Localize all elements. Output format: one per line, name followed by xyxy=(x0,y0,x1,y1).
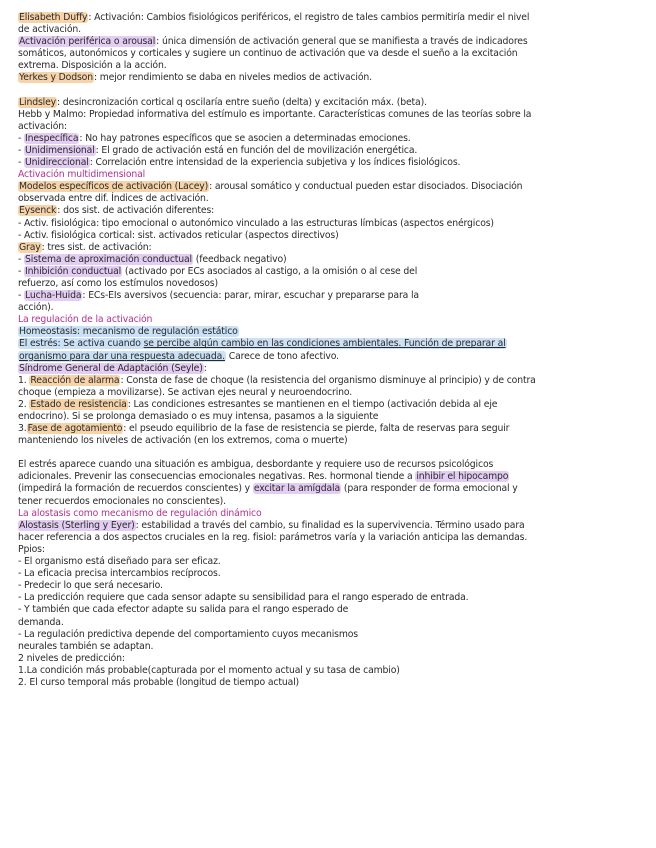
spacer xyxy=(18,85,638,97)
section-heading: La regulación de la activación xyxy=(18,314,153,326)
line-lacey: Modelos específicos de activación (Lacey): arousal somático y conductual pueden estar disociados. Disociación xyxy=(19,181,523,193)
line-seyle: Síndrome General de Adaptación (Seyle): xyxy=(19,362,207,374)
list-item: 1.La condición más probable(capturada por el momento actual y su tasa de cambio) xyxy=(18,664,400,676)
text-line: refuerzo, así como los estímulos novedosos) xyxy=(18,277,218,289)
highlight-term: Inhibición conductual xyxy=(25,265,122,277)
list-item: - Unidimensional: El grado de activación está en función del de movilización energética. xyxy=(18,144,418,156)
highlight-term: Activación periférica o arousal xyxy=(19,36,156,48)
highlight-term: Modelos específicos de activación (Lacey) xyxy=(19,181,209,193)
line-hebb: Hebb y Malmo: Propiedad informativa del estímulo es importante. Características comunes de las teorías sobre la xyxy=(18,108,532,120)
highlight-term: Unidimensional xyxy=(25,144,95,156)
list-item: - La predicción requiere que cada sensor adapte su sensibilidad para el rango esperado de entrada. xyxy=(18,592,469,604)
highlight-term: Elisabeth Duffy xyxy=(19,12,88,23)
list-item: - Activ. fisiológica cortical: sist. activados reticular (aspectos directivos) xyxy=(18,229,339,241)
highlight-term: inhibir el hipocampo xyxy=(416,471,509,483)
highlight-term: Unidireccional xyxy=(25,157,89,169)
line-lindsley: Lindsley: desincronización cortical q oscilaría entre sueño (delta) y excitación máx. (beta). xyxy=(19,96,427,108)
line-estres xyxy=(18,338,638,350)
text-line: observada entre dif. Índices de activación. xyxy=(18,193,209,205)
spacer xyxy=(18,447,638,459)
line-yerkes: Yerkes y Dodson: mejor rendimiento se daba en niveles medios de activación. xyxy=(19,72,372,84)
text-line: Ppios: xyxy=(18,543,45,555)
highlight-term: Eysenck xyxy=(19,205,57,217)
list-item: - Inhibición conductual (activado por ECs asociados al castigo, a la omisión o al cese del xyxy=(18,265,418,277)
text-line: acción). xyxy=(18,302,54,314)
highlight-term: Gray xyxy=(19,241,41,253)
text-line: 2 niveles de predicción: xyxy=(18,652,125,664)
text-line: demanda. xyxy=(18,616,64,628)
list-item: - Y también que cada efector adapte su salida para el rango esperado de xyxy=(18,604,349,616)
highlight-term: Estado de resistencia xyxy=(30,398,127,410)
highlight-term: Síndrome General de Adaptación (Seyle) xyxy=(19,362,203,374)
text-line: tener recuerdos emocionales no conscientes). xyxy=(18,495,226,507)
section-heading: La alostasis como mecanismo de regulación dinámico xyxy=(18,507,262,519)
highlight-term: Sistema de aproximación conductual xyxy=(25,253,192,265)
text-line: de activación. xyxy=(18,24,81,36)
list-item: - La regulación predictiva depende del comportamiento cuyos mecanismos xyxy=(18,628,359,640)
text-line: endocrino). Si se prolonga demasiado o es muy intensa, pasamos a la siguiente xyxy=(18,411,379,422)
list-item: 2. El curso temporal más probable (longitud de tiempo actual) xyxy=(18,676,300,688)
list-item: - Inespecífica: No hay patrones específicos que se asocien a determinadas emociones. xyxy=(18,132,411,144)
highlight-term: Reacción de alarma xyxy=(30,374,120,386)
highlight-term: Lindsley xyxy=(19,96,57,108)
section-heading: Activación multidimensional xyxy=(18,169,146,181)
line-arousal: Activación periférica o arousal: única dimensión de activación general que se manifiesta a través de indicadores xyxy=(19,36,528,48)
line-eysenck: Eysenck: dos sist. de activación diferentes: xyxy=(19,205,215,217)
highlight-term: Alostasis (Sterling y Eyer) xyxy=(19,519,135,531)
list-item: 2. Estado de resistencia: Las condiciones estresantes se mantienen en el tiempo (activación debida al eje xyxy=(18,398,498,410)
text-line: activación: xyxy=(18,120,67,132)
list-item: - Activ. fisiológica: tipo emocional o autonómico vinculado a las estructuras límbicas (aspectos enérgicos) xyxy=(18,217,494,229)
text-line: somáticos, autonómicos y corticales y sugiere un continuo de activación que va desde el sueño a la excitación xyxy=(18,48,518,60)
highlight-term: Inespecífica xyxy=(25,132,79,144)
highlight-term: Lucha-Huida xyxy=(25,290,82,302)
text-line: El estrés aparece cuando una situación es ambigua, desbordante y requiere uso de recursos psicológicos xyxy=(18,459,494,471)
text-line: extrema. Disposición a la acción. xyxy=(18,60,167,72)
text-line: organismo para dar una respuesta adecuada. Carece de tono afectivo. xyxy=(19,350,339,362)
list-item: - Unidireccional: Correlación entre intensidad de la experiencia subjetiva y los índices fisiológicos. xyxy=(18,157,461,169)
highlight-term: excitar la amígdala xyxy=(253,483,341,495)
line-duffy: Elisabeth Duffy: Activación: Cambios fisiológicos periféricos, el registro de tales cambios permitiría medir el nivel xyxy=(19,12,530,23)
list-item: - Lucha-Huida: ECs-EIs aversivos (secuencia: parar, mirar, escuchar y prepararse para la xyxy=(18,290,419,302)
list-item: - Sistema de aproximación conductual (feedback negativo) xyxy=(18,253,287,265)
list-item: - Predecir lo que será necesario. xyxy=(18,580,163,592)
list-item: - El organismo está diseñado para ser eficaz. xyxy=(18,556,221,568)
text-line: (impedirá la formación de recuerdos conscientes) y excitar la amígdala (para responder de forma emocional y xyxy=(18,483,518,495)
highlight-term: Fase de agotamiento xyxy=(27,423,123,435)
text-line: neurales también se adaptan. xyxy=(18,640,154,652)
line-homeostasis xyxy=(18,326,638,338)
list-item: 1. Reacción de alarma: Consta de fase de choque (la resistencia del organismo disminuye al principio) y de contra xyxy=(18,374,536,386)
highlight-term: Homeostasis: mecanismo de regulación estático xyxy=(19,326,238,338)
highlight-term: organismo para dar una respuesta adecuada. xyxy=(19,350,225,362)
list-item: 3.Fase de agotamiento: el pseudo equilibrio de la fase de resistencia se pierde, falta de reservas para seguir xyxy=(18,423,510,435)
highlight-term: Yerkes y Dodson xyxy=(19,72,93,84)
line-gray: Gray: tres sist. de activación: xyxy=(19,241,152,253)
text-line: choque (empieza a movilizarse). Se activan ejes neural y neuroendocrino. xyxy=(18,386,353,398)
line-alostasis: Alostasis (Sterling y Eyer): estabilidad a través del cambio, su finalidad es la supervivencia. Término usado para xyxy=(19,519,525,531)
text-line: manteniendo los niveles de activación (en los extremos, coma o muerte) xyxy=(18,435,348,447)
highlight-term: El estrés: Se activa cuando se percibe algún cambio en las condiciones ambientales. Función de preparar al xyxy=(19,338,506,350)
text-line: hacer referencia a dos aspectos cruciales en la reg. fisiol: parámetros varía y la variación anticipa las demandas. xyxy=(18,531,528,543)
text-line: adicionales. Prevenir las consecuencias emocionales negativas. Res. hormonal tiende a inhibir el hipocampo xyxy=(18,471,509,483)
list-item: - La eficacia precisa intercambios recíprocos. xyxy=(18,568,221,580)
